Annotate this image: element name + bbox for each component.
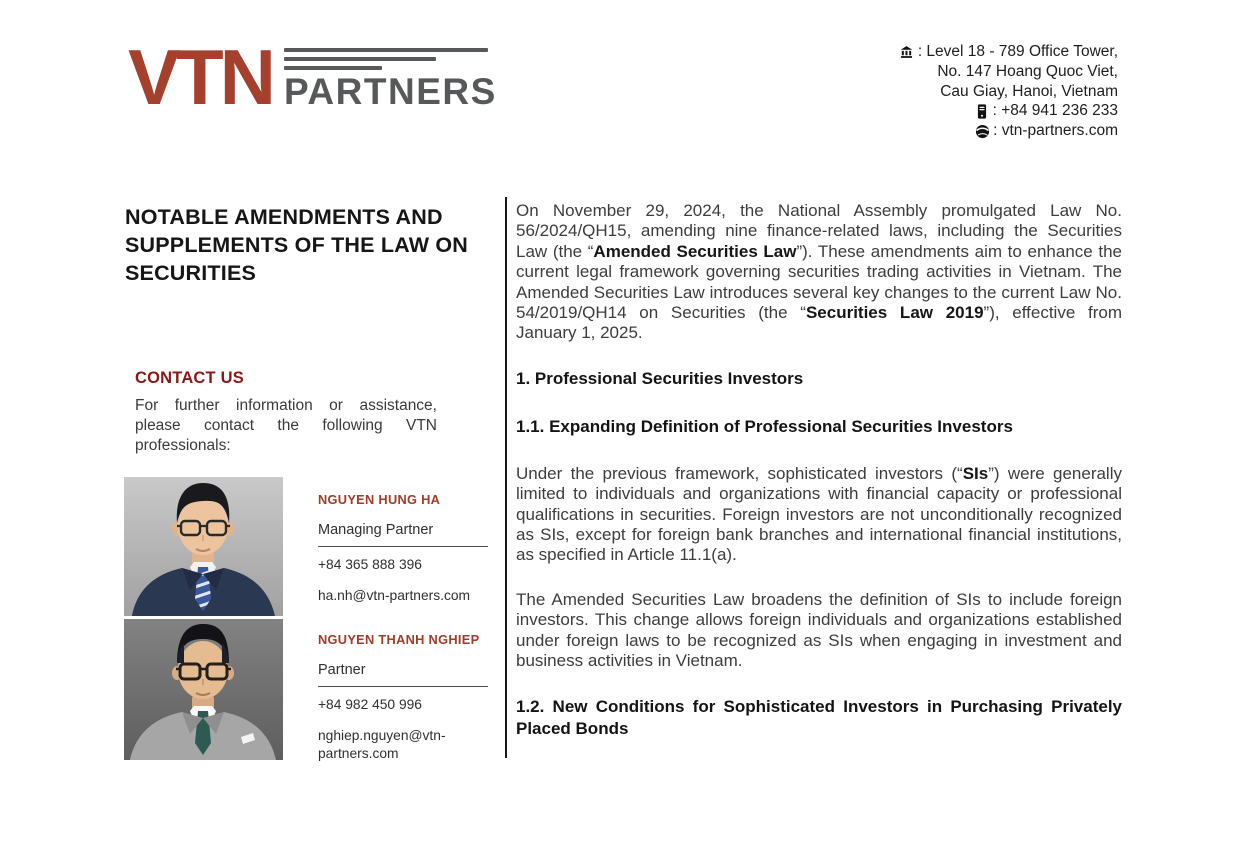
building-icon — [899, 44, 915, 59]
column-divider — [505, 197, 507, 758]
professional-name: NGUYEN HUNG HA — [318, 492, 441, 507]
website-line — [899, 121, 1118, 141]
logo-wordmark-partners-block — [284, 48, 497, 112]
address-line-3 — [899, 82, 1118, 102]
professional-email: ha.nh@vtn-partners.com — [318, 588, 471, 603]
professional-email: nghiep.nguyen@vtn-partners.com — [318, 728, 446, 761]
logo-wordmark-partners: PARTNERS — [284, 71, 497, 112]
logo-bar-3 — [284, 66, 382, 70]
portrait-photo-nguyen-thanh-nghiep — [124, 619, 283, 760]
professional-title: Managing Partner — [318, 522, 434, 538]
phone-line-text: : +84 941 236 233 — [992, 102, 1118, 120]
mobile-phone-icon — [974, 104, 990, 119]
address-line-2 — [899, 62, 1118, 82]
logo-bar-2 — [284, 57, 436, 61]
address-line-2-text: No. 147 Hoang Quoc Viet, — [937, 62, 1118, 80]
address-line-1-text: : Level 18 - 789 Office Tower, — [917, 43, 1118, 60]
title-underline — [318, 546, 488, 547]
firm-contact-block — [899, 42, 1118, 141]
section-heading-1-2: 1.2. New Conditions for Sophisticated Investors in Purchasing Privately Placed Bonds — [516, 696, 1122, 738]
professional-name: NGUYEN THANH NGHIEP — [318, 632, 480, 647]
phone-line — [899, 101, 1118, 121]
article-paragraph-1: On November 29, 2024, the National Assembly promulgated Law No. 56/2024/QH15, amending nine finance-related laws, including the Securities Law (the “Amended Securities Law”). These amendments aim to enhance the current legal framework governing securities trading activities in Vietnam. The Amended Securities Law introduces several key changes to the current Law No. 54/2019/QH14 on Securities (the “Securities Law 2019”), effective from January 1, 2025. — [516, 201, 1123, 343]
professional-title: Partner — [318, 662, 366, 678]
portrait-photo-nguyen-hung-ha — [124, 477, 283, 616]
title-underline — [318, 686, 488, 687]
section-heading-1-1: 1.1. Expanding Definition of Professional Securities Investors — [516, 416, 1013, 436]
website-line-text: : vtn-partners.com — [993, 122, 1118, 140]
professional-card-2 — [318, 632, 488, 763]
address-line-3-text: Cau Giay, Hanoi, Vietnam — [940, 82, 1118, 100]
page-title: NOTABLE AMENDMENTS AND SUPPLEMENTS OF THE LAW ON SECURITIES — [125, 205, 469, 285]
professional-phone: +84 982 450 996 — [318, 697, 422, 712]
globe-icon — [974, 124, 990, 139]
address-line-1 — [899, 42, 1118, 62]
article-body — [516, 201, 1122, 740]
professional-card-1 — [318, 492, 488, 605]
section-heading-1: 1. Professional Securities Investors — [516, 368, 804, 388]
contact-intro-text: For further information or assistance, please contact the following VTN professionals: — [135, 397, 437, 454]
contact-us-heading: CONTACT US — [135, 369, 244, 387]
article-paragraph-2: Under the previous framework, sophisticated investors (“SIs”) were generally limited to individuals and organizations with financial capacity or professional qualifications in securities. Foreign investors are not unconditionally recognized as SIs, except for foreign bank branches and international financial institutions, as specified in Article 11.1(a). — [516, 463, 1122, 565]
logo-bar-1 — [284, 48, 488, 52]
vtn-partners-logo — [128, 33, 497, 121]
professional-phone: +84 365 888 396 — [318, 557, 422, 572]
article-paragraph-3: The Amended Securities Law broadens the definition of SIs to include foreign investors. This change allows foreign individuals and organizations established under foreign laws to be recognized as SIs when engaging in investment and business activities in Vietnam. — [516, 589, 1122, 671]
logo-wordmark-vtn: VTN — [128, 33, 272, 121]
